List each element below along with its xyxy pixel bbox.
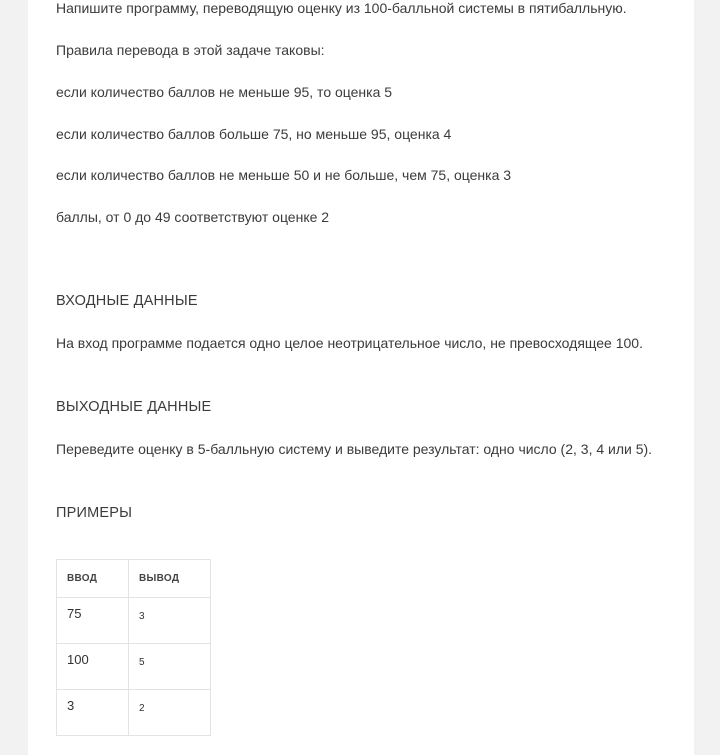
rule-item: баллы, от 0 до 49 соответствуют оценке 2 [56,209,330,225]
header-input: ВВОД [57,560,129,598]
example-input: 100 [57,644,129,690]
example-output: 5 [129,644,211,690]
rules-title: Правила перевода в этой задаче таковы: [56,42,325,58]
input-heading: ВХОДНЫЕ ДАННЫЕ [56,293,198,309]
example-input: 75 [57,598,129,644]
rule-item: если количество баллов не меньше 50 и не больше, чем 75, оценка 3 [56,167,512,183]
table-row [57,644,211,690]
output-heading: ВЫХОДНЫЕ ДАННЫЕ [56,399,212,415]
rule-item: если количество баллов больше 75, но меньше 95, оценка 4 [56,126,452,142]
rule-item: если количество баллов не меньше 95, то оценка 5 [56,84,393,100]
example-input: 3 [57,690,129,736]
example-output: 2 [129,690,211,736]
problem-card [28,0,694,755]
input-description: На вход программе подается одно целое неотрицательное число, не превосходящее 100. [56,335,643,351]
examples-heading: ПРИМЕРЫ [56,505,133,521]
table-row [57,690,211,736]
examples-table [56,559,211,736]
output-description: Переведите оценку в 5-балльную систему и выведите результат: одно число (2, 3, 4 или 5). [56,441,653,457]
header-output: ВЫВОД [129,560,211,598]
problem-intro: Напишите программу, переводящую оценку из 100-балльной системы в пятибалльную. [56,0,627,16]
table-row [57,598,211,644]
examples-header-row [57,560,211,598]
example-output: 3 [129,598,211,644]
